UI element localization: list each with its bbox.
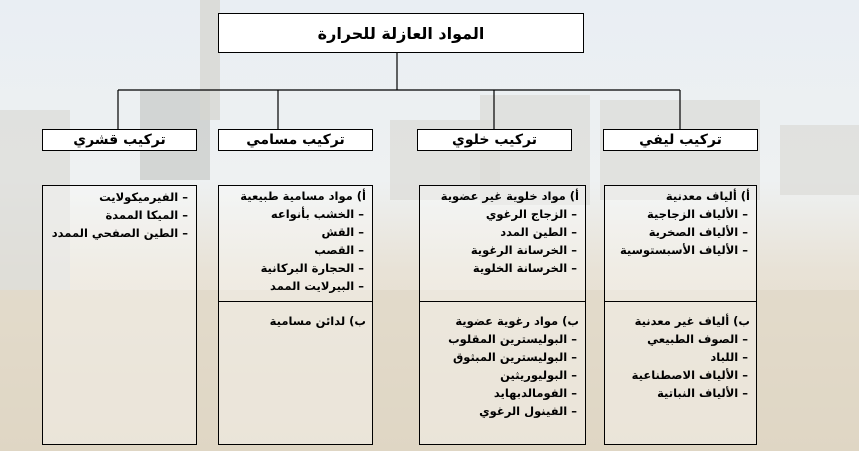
list-item: – البوليوريثين bbox=[426, 366, 579, 384]
column-cellular bbox=[419, 185, 586, 445]
list-item: – البوليسترين المبثوق bbox=[426, 348, 579, 366]
section-divider bbox=[219, 301, 372, 302]
list-item: – الفينول الرغوي bbox=[426, 402, 579, 420]
category-box-layered bbox=[42, 129, 197, 151]
item-list bbox=[225, 205, 366, 295]
category-box-fibrous bbox=[603, 129, 758, 151]
list-item: – الميكا الممدة bbox=[49, 206, 190, 224]
section-heading: أ) مواد خلوية غير عضوية bbox=[440, 189, 579, 203]
list-item: – الفومالدبهايد bbox=[426, 384, 579, 402]
section-heading: أ) مواد مسامية طبيعية bbox=[240, 189, 366, 203]
diagram-title-box bbox=[218, 13, 584, 53]
section-porous-plastics bbox=[219, 311, 372, 330]
diagram-title: المواد العازلة للحرارة bbox=[317, 23, 485, 43]
list-item: – الطين المدد bbox=[426, 223, 579, 241]
column-porous bbox=[218, 185, 373, 445]
list-item: – الألياف الاصطناعية bbox=[611, 366, 750, 384]
list-item: – الخشب بأنواعه bbox=[225, 205, 366, 223]
category-label: تركيب ليفي bbox=[639, 132, 722, 148]
section-layered-materials bbox=[43, 186, 196, 242]
section-heading: ب) مواد رغوية عضوية bbox=[455, 314, 579, 328]
list-item: – الألياف النباتية bbox=[611, 384, 750, 402]
section-non-mineral-fibers bbox=[605, 311, 756, 402]
list-item: – القش bbox=[225, 223, 366, 241]
list-item: – الفيرميكولايت bbox=[49, 188, 190, 206]
category-box-cellular bbox=[417, 129, 572, 151]
category-label: تركيب مسامي bbox=[246, 132, 345, 148]
category-box-porous bbox=[218, 129, 373, 151]
column-layered bbox=[42, 185, 197, 445]
list-item: – الزجاج الرغوي bbox=[426, 205, 579, 223]
item-list bbox=[611, 205, 750, 259]
item-list bbox=[426, 205, 579, 277]
list-item: – الصوف الطبيعي bbox=[611, 330, 750, 348]
list-item: – الألياف الزجاجية bbox=[611, 205, 750, 223]
section-heading: ب) ألياف غير معدنية bbox=[634, 314, 750, 328]
section-heading: أ) ألياف معدنية bbox=[665, 189, 750, 203]
section-natural-porous bbox=[219, 186, 372, 295]
item-list bbox=[611, 330, 750, 402]
list-item: – الحجارة البركانية bbox=[225, 259, 366, 277]
item-list bbox=[426, 330, 579, 420]
column-fibrous bbox=[604, 185, 757, 445]
list-item: – اللباد bbox=[611, 348, 750, 366]
category-label: تركيب قشري bbox=[73, 132, 166, 148]
category-label: تركيب خلوي bbox=[452, 132, 537, 148]
list-item: – الألياف الصخرية bbox=[611, 223, 750, 241]
item-list bbox=[49, 188, 190, 242]
list-item: – البيرلايت الممد bbox=[225, 277, 366, 295]
list-item: – البوليسترين المقلوب bbox=[426, 330, 579, 348]
section-divider bbox=[420, 301, 585, 302]
list-item: – القصب bbox=[225, 241, 366, 259]
section-divider bbox=[605, 301, 756, 302]
section-heading: ب) لدائن مسامية bbox=[269, 314, 366, 328]
section-inorganic-cellular bbox=[420, 186, 585, 277]
list-item: – الخرسانة الرغوية bbox=[426, 241, 579, 259]
list-item: – الطين الصفحي الممدد bbox=[49, 224, 190, 242]
list-item: – الألياف الأسبستوسية bbox=[611, 241, 750, 259]
section-mineral-fibers bbox=[605, 186, 756, 259]
section-organic-foam bbox=[420, 311, 585, 420]
list-item: – الخرسانة الخلوية bbox=[426, 259, 579, 277]
